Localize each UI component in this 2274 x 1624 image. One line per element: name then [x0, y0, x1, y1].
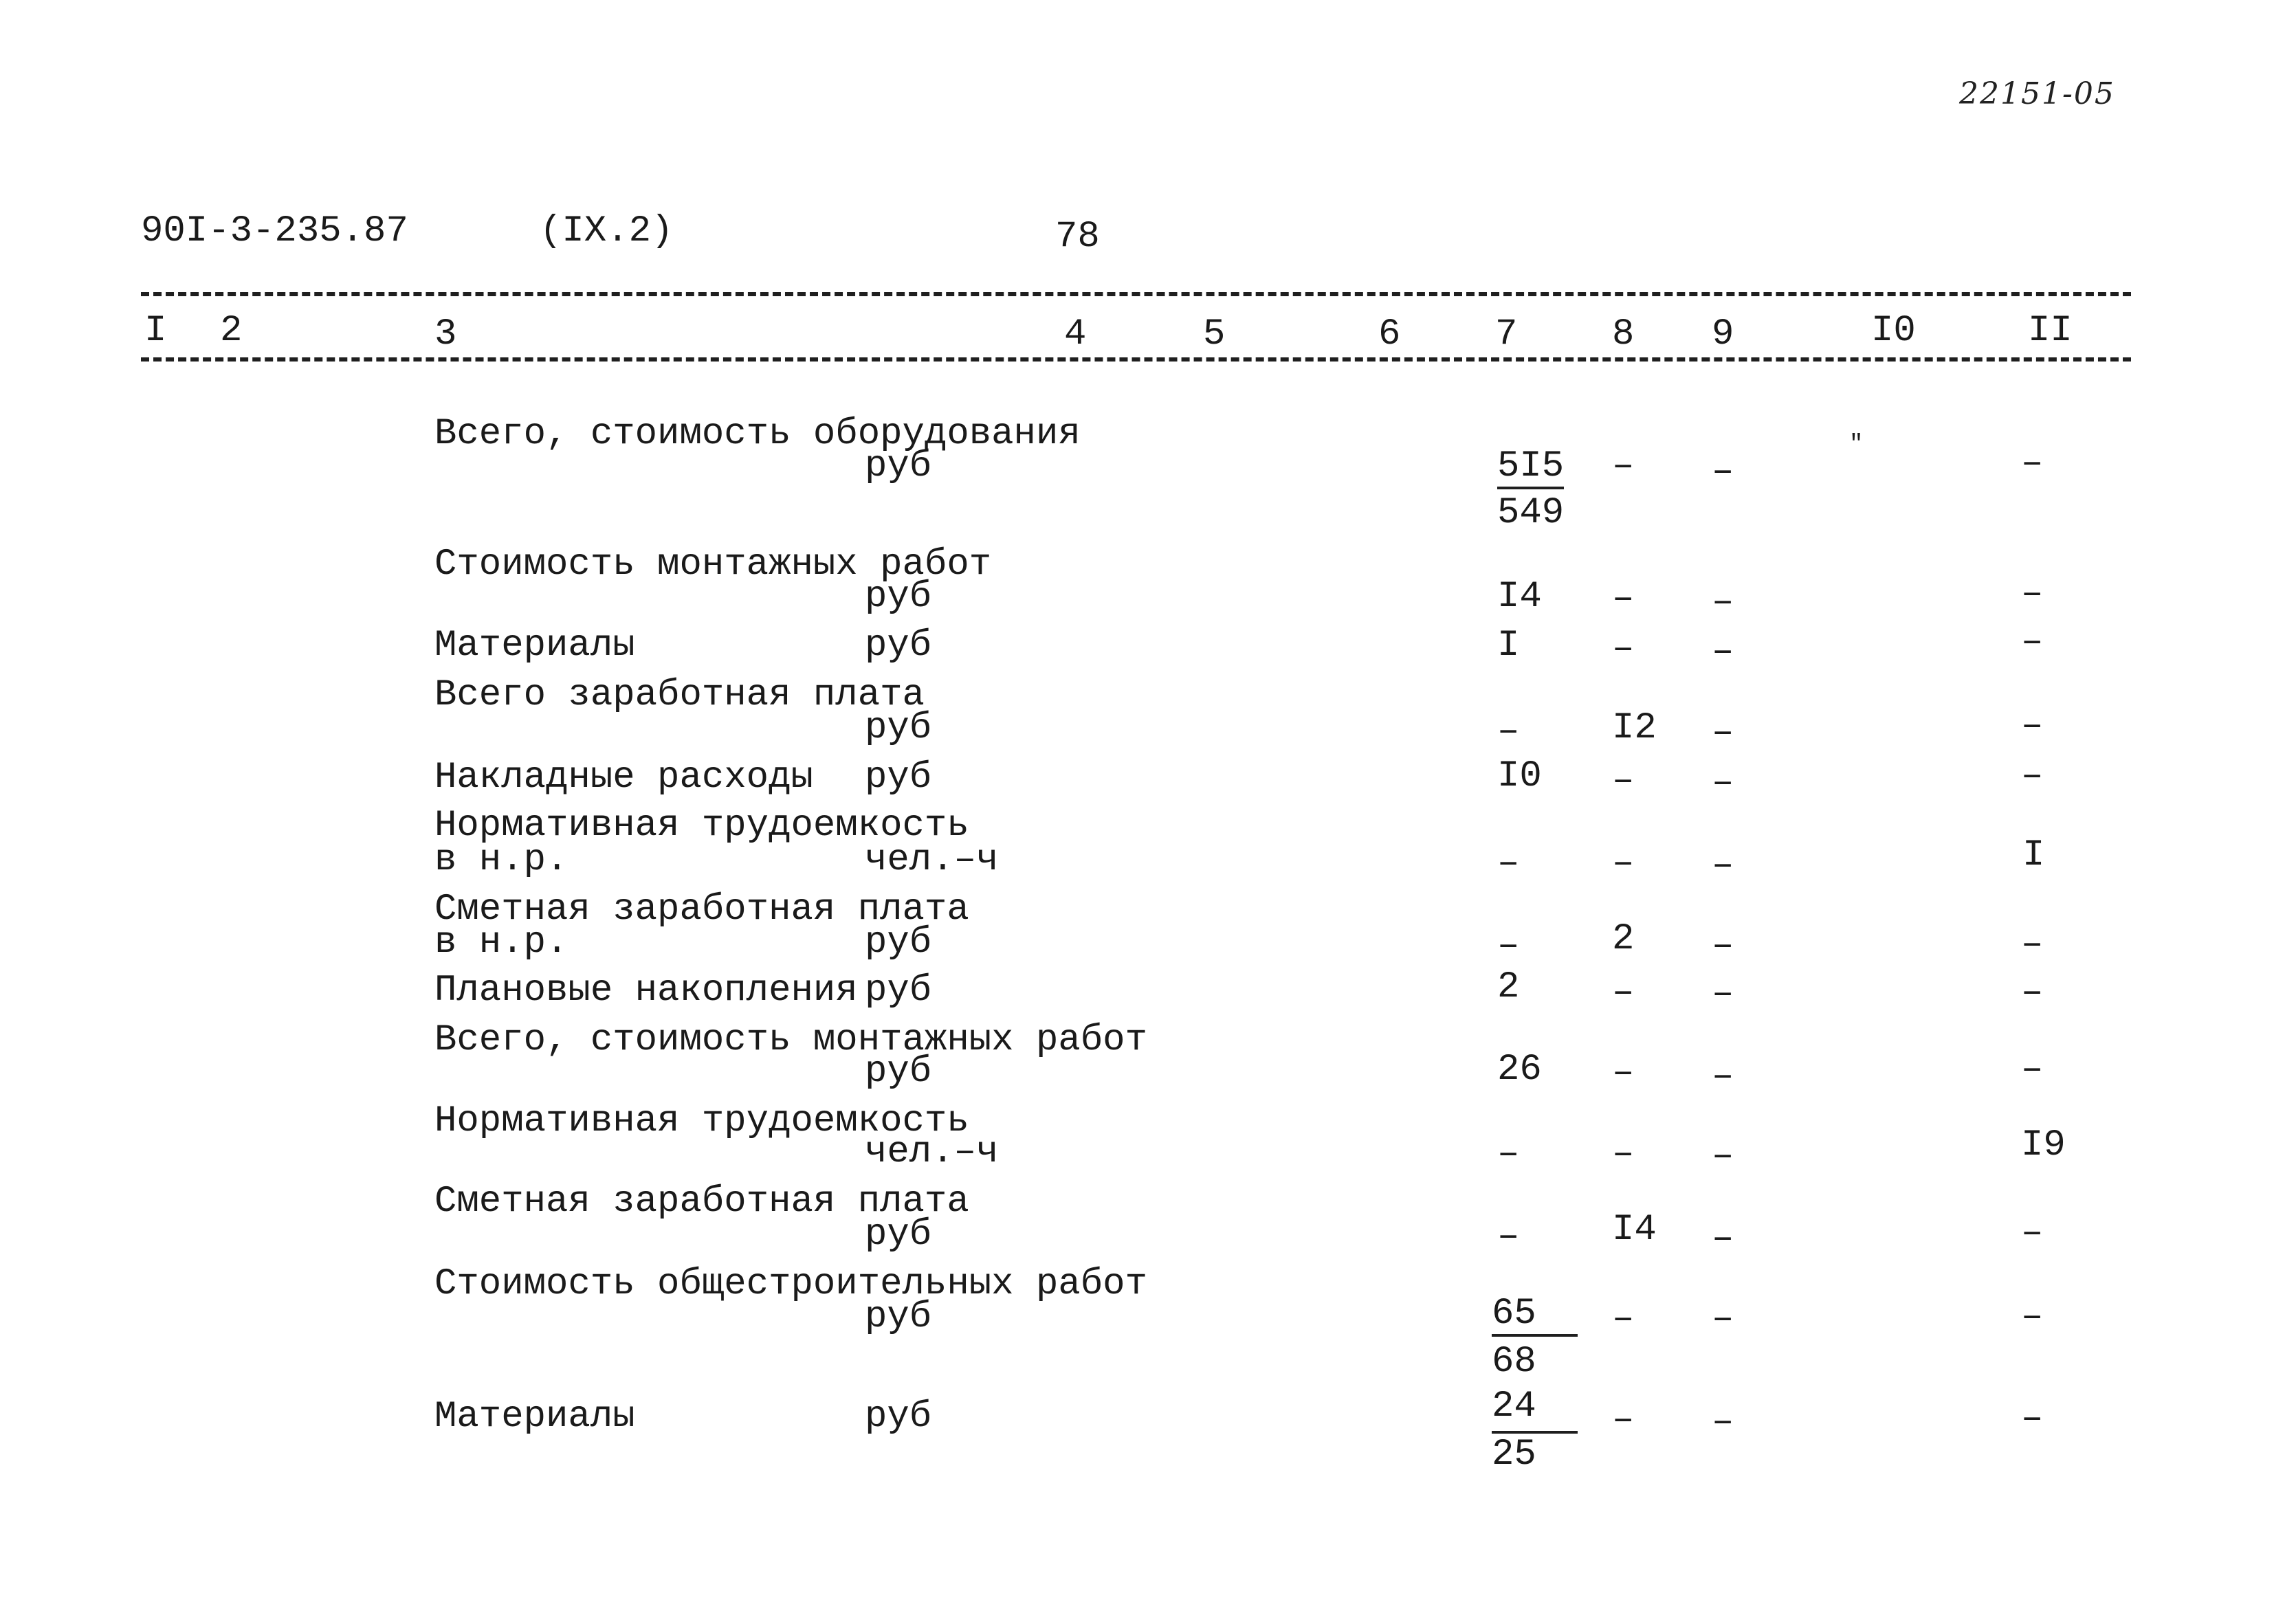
row-unit: руб [865, 970, 932, 1012]
cell-col7-extra: 68 [1492, 1341, 1536, 1383]
cell-col9: – [1712, 845, 1734, 887]
cell-col7: I [1497, 625, 1520, 667]
cell-col7: 2 [1497, 966, 1520, 1008]
cell-col8: I4 [1612, 1209, 1657, 1251]
row-unit: чел.–ч [865, 839, 999, 881]
row-label: Стоимость общестроительных работ [434, 1263, 1147, 1305]
cell-col7: 24 [1492, 1386, 1536, 1427]
cell-col9: – [1712, 1298, 1734, 1340]
row-unit: руб [865, 922, 932, 964]
column-header: I0 [1871, 310, 1916, 352]
row-label-continued: в н.р. [434, 839, 568, 881]
row-unit: руб [865, 1396, 932, 1438]
cell-col8: – [1612, 972, 1635, 1014]
row-label: Всего, стоимость монтажных работ [434, 1019, 1147, 1061]
cell-col10: " [1849, 432, 1864, 458]
row-label: Стоимость монтажных работ [434, 544, 992, 586]
cell-col8: – [1612, 1052, 1635, 1094]
cell-col11: I [2022, 834, 2045, 876]
column-header: 9 [1712, 313, 1734, 355]
page-number: 78 [1055, 216, 1100, 258]
column-header: 8 [1612, 313, 1635, 355]
cell-col8: – [1612, 1399, 1635, 1441]
cell-col11: – [2021, 573, 2044, 615]
row-label: Всего, стоимость оборудования [434, 413, 1081, 455]
cell-col11: I9 [2021, 1124, 2066, 1166]
cell-col8: I2 [1612, 707, 1657, 749]
cell-col11: – [2021, 621, 2044, 663]
cell-col7-extra: 549 [1497, 492, 1565, 534]
cell-col8: – [1612, 628, 1635, 670]
row-unit: чел.–ч [865, 1131, 999, 1173]
row-label: Сметная заработная плата [434, 889, 969, 931]
cell-col8: – [1612, 578, 1635, 620]
column-header: II [2028, 310, 2073, 352]
cell-col9: – [1712, 1056, 1734, 1098]
cell-col11: – [2021, 443, 2044, 485]
cell-col9: – [1712, 712, 1734, 754]
column-header: 6 [1378, 313, 1401, 355]
cell-col9: – [1712, 973, 1734, 1015]
header-top-rule [141, 292, 2131, 296]
cell-col11: – [2021, 972, 2044, 1014]
cell-col9: – [1712, 631, 1734, 673]
cell-col11: – [2021, 1398, 2044, 1440]
row-unit: руб [865, 1296, 932, 1338]
cell-col7: I4 [1497, 576, 1542, 618]
row-unit: руб [865, 1051, 932, 1093]
row-label: Накладные расходы [434, 757, 813, 799]
cell-col7-extra: 25 [1492, 1431, 1578, 1473]
cell-col11: – [2021, 1212, 2044, 1254]
cell-col9: – [1712, 1401, 1734, 1443]
column-header: 3 [434, 313, 457, 355]
cell-col8: – [1612, 843, 1635, 885]
cell-col8: – [1612, 760, 1635, 802]
cell-col9: – [1712, 451, 1734, 493]
cell-col9: – [1712, 1135, 1734, 1177]
row-unit: руб [865, 1214, 932, 1256]
cell-col11: – [2021, 1296, 2044, 1338]
cell-col11: – [2021, 924, 2044, 966]
cell-col9: – [1712, 1218, 1734, 1260]
cell-col8: – [1612, 1133, 1635, 1175]
cell-col7: – [1497, 925, 1520, 967]
cell-col8: – [1612, 1298, 1635, 1340]
row-label: Нормативная трудоемкость [434, 805, 969, 847]
stamp-number: 22151-05 [1959, 76, 2115, 111]
document-code: 90I-3-235.87 [141, 210, 408, 252]
section-code: (IX.2) [540, 210, 674, 252]
column-header: 5 [1203, 313, 1226, 355]
cell-col11: – [2021, 705, 2044, 747]
cell-col8: 2 [1612, 918, 1635, 960]
cell-col8: – [1612, 445, 1635, 487]
column-header: 2 [220, 310, 243, 352]
cell-col7: 65 [1492, 1295, 1578, 1337]
cell-col7: – [1497, 1133, 1520, 1175]
cell-col7: 5I5 [1497, 448, 1564, 489]
header-bottom-rule [141, 357, 2131, 361]
cell-col11: – [2021, 755, 2044, 797]
row-label: Материалы [434, 625, 635, 667]
row-unit: руб [865, 707, 932, 749]
cell-col7: 26 [1497, 1049, 1542, 1091]
column-header: 4 [1064, 313, 1087, 355]
cell-col9: – [1712, 581, 1734, 623]
cell-col7: I0 [1497, 755, 1542, 797]
cell-col7: – [1497, 711, 1520, 753]
cell-col9: – [1712, 925, 1734, 967]
row-label: Плановые накопления [434, 970, 858, 1012]
row-label: Сметная заработная плата [434, 1181, 969, 1223]
cell-col9: – [1712, 762, 1734, 804]
row-unit: руб [865, 445, 932, 487]
row-unit: руб [865, 576, 932, 618]
row-label-continued: в н.р. [434, 922, 568, 964]
row-unit: руб [865, 625, 932, 667]
column-header: I [144, 310, 167, 352]
cell-col11: – [2021, 1049, 2044, 1091]
cell-col7: – [1497, 1216, 1520, 1258]
column-header: 7 [1495, 313, 1518, 355]
cell-col7: – [1497, 843, 1520, 885]
row-label: Материалы [434, 1396, 635, 1438]
row-label: Всего заработная плата [434, 674, 925, 716]
row-label: Нормативная трудоемкость [434, 1100, 969, 1142]
row-unit: руб [865, 757, 932, 799]
